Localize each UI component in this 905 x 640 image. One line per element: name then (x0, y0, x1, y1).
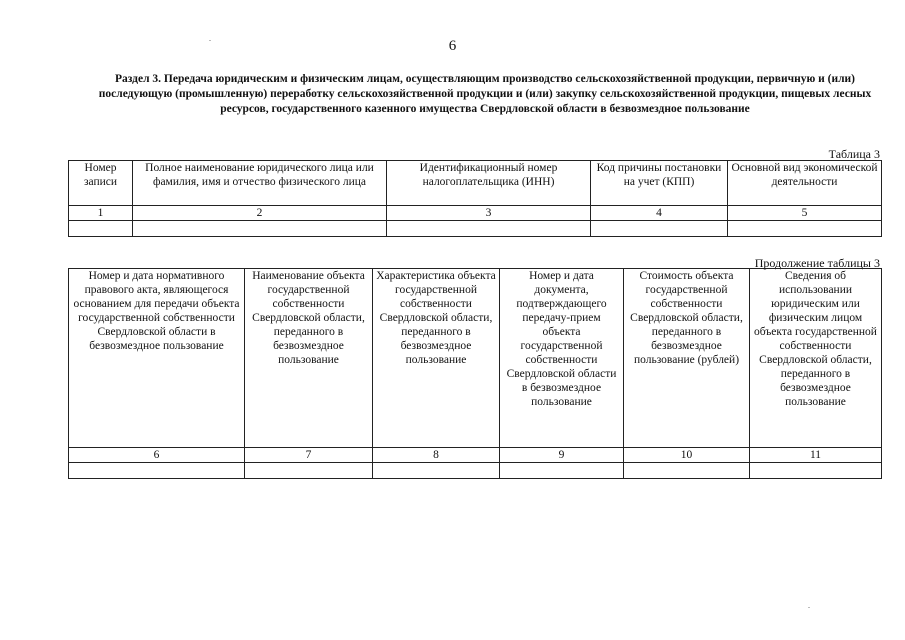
table-2-empty-row (69, 463, 882, 479)
table-2-empty-cell (624, 463, 750, 479)
table-1-empty-cell (69, 221, 133, 237)
scan-speck (808, 607, 810, 608)
table-2-column-number: 6 (69, 448, 245, 463)
table-1-empty-cell (591, 221, 728, 237)
table-2-empty-cell (500, 463, 624, 479)
section-title: Раздел 3. Передача юридическим и физическим лицам, осуществляющим производство сельскохозяйственной продукции, первичную и (или) последующую (промышленную) переработку сельскохозяйственной продукции и (или) закупку сельскохозяйственной продукции, пищевых лесных ресурсов, государственного казенного имущества Свердловской области в безвозмездное пользование (98, 73, 872, 115)
table-1 (68, 160, 882, 237)
table-1-header-cell: Полное наименование юридического лица или фамилия, имя и отчество физического лица (133, 161, 387, 206)
table-2-column-numbers-row (69, 448, 882, 463)
table-1-header-row (69, 161, 882, 206)
table-1-header-cell: Основной вид экономической деятельности (728, 161, 882, 206)
table-2-column-number: 11 (750, 448, 882, 463)
table-1-header-cell: Код причины постановки на учет (КПП) (591, 161, 728, 206)
table-1-header-cell: Идентификационный номер налогоплательщика (ИНН) (387, 161, 591, 206)
table-1-empty-row (69, 221, 882, 237)
table-2 (68, 268, 882, 479)
table-1-column-number: 2 (133, 206, 387, 221)
table-2-header-cell: Сведения об использовании юридическим или физическим лицом объекта государственной собственности Свердловской области, переданного в безвозмездное пользование (750, 269, 882, 448)
table-1-column-number: 1 (69, 206, 133, 221)
table-1-column-number: 4 (591, 206, 728, 221)
table-2-header-cell: Номер и дата нормативного правового акта, являющегося основанием для передачи объекта государственной собственности Свердловской области в безвозмездное пользование (69, 269, 245, 448)
table-2-empty-cell (69, 463, 245, 479)
table-1-header-cell: Номер записи (69, 161, 133, 206)
scan-speck (209, 40, 211, 41)
table-1-empty-cell (728, 221, 882, 237)
table-2-column-number: 10 (624, 448, 750, 463)
table-2-header-cell: Наименование объекта государственной собственности Свердловской области, переданного в безвозмездное пользование (245, 269, 373, 448)
table-2-empty-cell (750, 463, 882, 479)
table-1-column-numbers-row (69, 206, 882, 221)
table-1-empty-cell (133, 221, 387, 237)
table-1-caption: Таблица 3 (828, 147, 880, 161)
table-2-header-row (69, 269, 882, 448)
table-2-empty-cell (245, 463, 373, 479)
table-2-column-number: 8 (373, 448, 500, 463)
table-2-column-number: 7 (245, 448, 373, 463)
page-number: 6 (448, 38, 457, 54)
table-1-empty-cell (387, 221, 591, 237)
table-2-header-cell: Характеристика объекта государственной собственности Свердловской области, переданного в безвозмездное пользование (373, 269, 500, 448)
table-1-column-number: 3 (387, 206, 591, 221)
table-1-column-number: 5 (728, 206, 882, 221)
table-2-column-number: 9 (500, 448, 624, 463)
table-2-caption: Продолжение таблицы 3 (754, 256, 880, 270)
table-2-header-cell: Стоимость объекта государственной собственности Свердловской области, переданного в безвозмездное пользование (рублей) (624, 269, 750, 448)
table-2-empty-cell (373, 463, 500, 479)
table-2-header-cell: Номер и дата документа, подтверждающего передачу-прием объекта государственной собственности Свердловской области в безвозмездное пользование (500, 269, 624, 448)
